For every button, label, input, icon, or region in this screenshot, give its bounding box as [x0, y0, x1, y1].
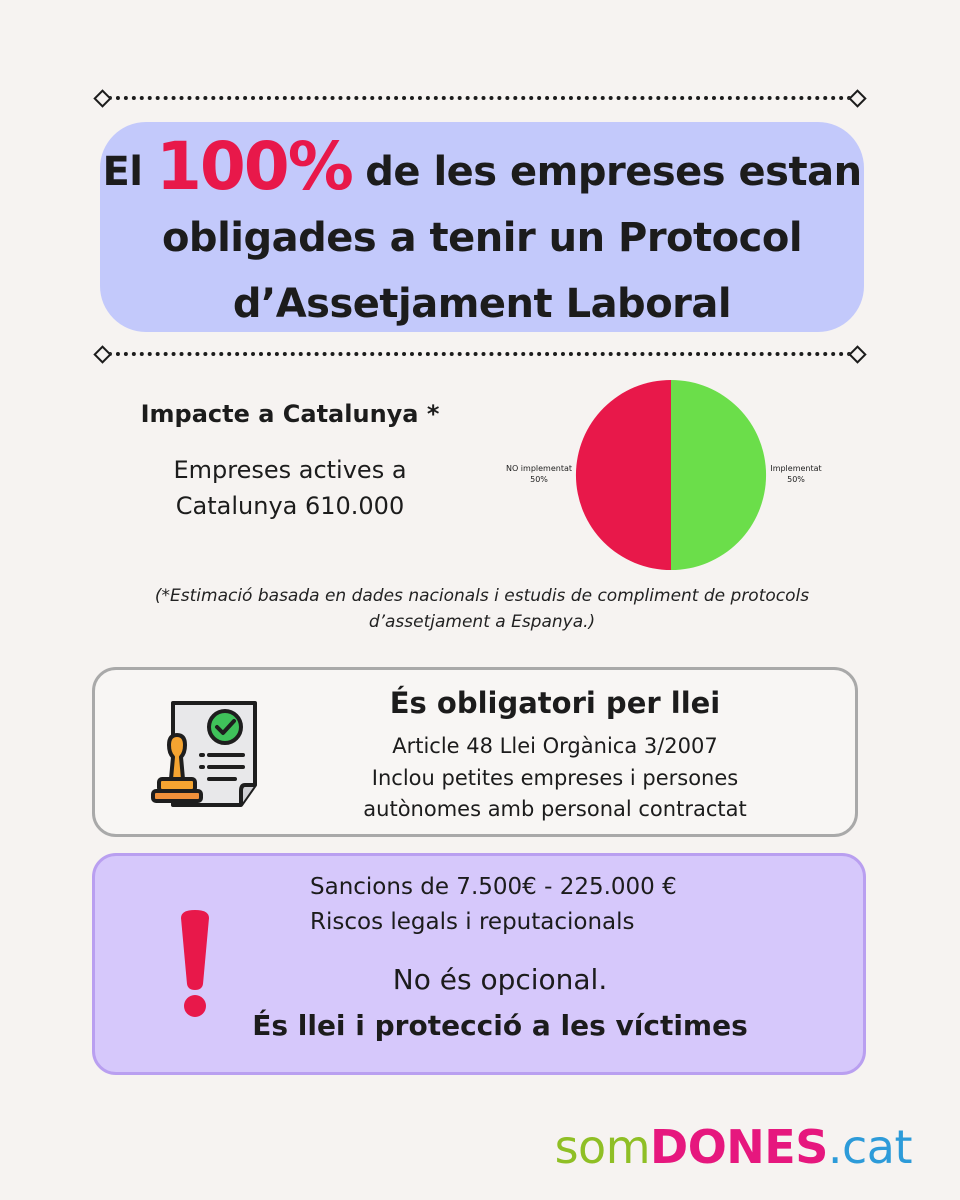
- estimation-note: [100, 583, 864, 635]
- headline-line1: de les empreses estan: [365, 149, 862, 195]
- law-title: És obligatori per llei: [389, 686, 721, 720]
- warning-line3: No és opcional.: [392, 963, 608, 996]
- top-divider: [96, 90, 864, 106]
- law-info-box: [92, 667, 858, 837]
- law-line3: autònomes amb personal contractat: [363, 797, 747, 821]
- impact-line1: Empreses actives a: [173, 456, 407, 484]
- headline-percent: 100%: [155, 128, 352, 205]
- pie-label-percent: 50%: [530, 475, 548, 484]
- logo-part3: .cat: [827, 1120, 912, 1174]
- diamond-icon: [93, 345, 111, 363]
- warning-box: [92, 853, 866, 1075]
- pie-label-no-implementat: [500, 463, 578, 485]
- headline-word: El: [102, 149, 143, 195]
- implementation-pie-chart: [574, 378, 768, 572]
- logo-part1: som: [554, 1120, 651, 1174]
- certificate-stamp-icon: [145, 697, 271, 815]
- headline-line2: obligades a tenir un Protocol: [161, 215, 803, 261]
- diamond-icon: [848, 345, 866, 363]
- impact-line2: Catalunya 610.000: [175, 492, 405, 520]
- pie-label-text: Implementat: [770, 464, 822, 473]
- pie-slice-no-implementat: [576, 380, 671, 570]
- warning-line1: Sancions de 7.500€ - 225.000 €: [310, 874, 677, 900]
- impact-text: [100, 452, 480, 524]
- somdones-logo: [555, 1120, 912, 1174]
- pie-label-percent: 50%: [787, 475, 805, 484]
- warning-line4: És llei i protecció a les víctimes: [252, 1009, 748, 1042]
- warning-line2: Riscos legals i reputacionals: [310, 909, 635, 935]
- diamond-icon: [848, 89, 866, 107]
- note-line2: d’assetjament a Espanya.): [368, 612, 596, 632]
- headline-banner: [100, 122, 864, 332]
- pie-label-text: NO implementat: [505, 464, 573, 473]
- pie-label-implementat: [768, 463, 824, 485]
- law-line1: Article 48 Llei Orgànica 3/2007: [392, 734, 718, 758]
- headline-line3: d’Assetjament Laboral: [232, 281, 732, 327]
- diamond-icon: [93, 89, 111, 107]
- middle-divider: [96, 346, 864, 362]
- logo-part2: DONES: [650, 1120, 828, 1174]
- pie-slice-implementat: [671, 380, 766, 570]
- law-line2: Inclou petites empreses i persones: [371, 766, 739, 790]
- impact-title: Impacte a Catalunya *: [140, 400, 440, 428]
- note-line1: (*Estimació basada en dades nacionals i estudis de compliment de protocols: [154, 586, 810, 606]
